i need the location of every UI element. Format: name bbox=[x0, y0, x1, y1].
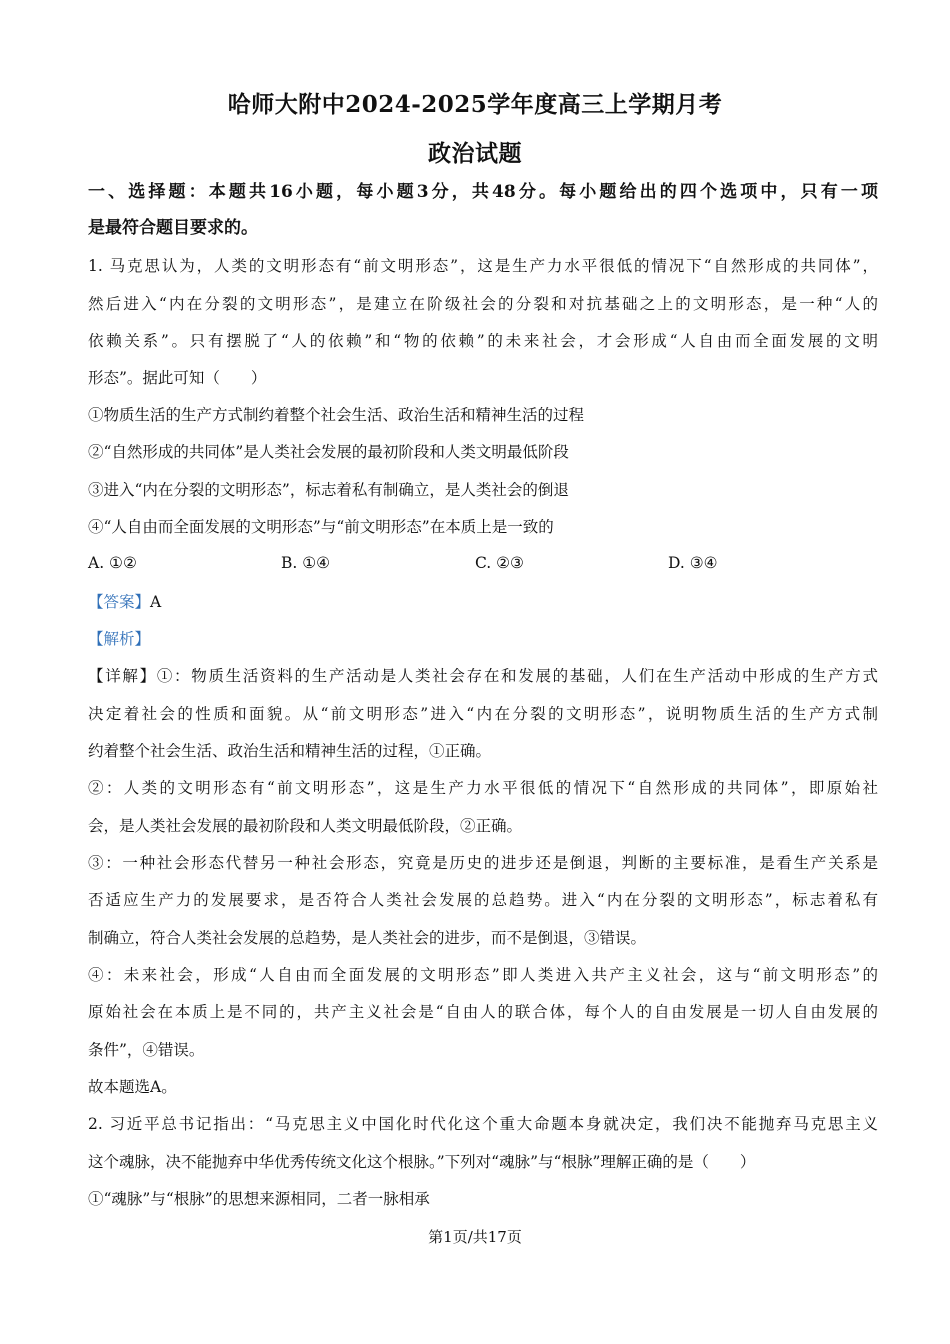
q1-detail-line: 制确立，符合人类社会发展的总趋势，是人类社会的进步，而不是倒退，③错误。 bbox=[88, 929, 647, 947]
q1-detail-line: 否适应生产力的发展要求，是否符合人类社会发展的总趋势。进入“内在分裂的文明形态”，标志着私有 bbox=[88, 891, 878, 909]
q1-stem-line: 依赖关系”。只有摆脱了“人的依赖”和“物的依赖”的未来社会，才会形成“人自由而全面发展的文明 bbox=[88, 332, 878, 350]
q1-detail-line: 约着整个社会生活、政治生活和精神生活的过程，①正确。 bbox=[88, 742, 492, 760]
q1-detail-line: 原始社会在本质上是不同的，共产主义社会是“自由人的联合体，每个人的自由发展是一切人自由发展的 bbox=[88, 1003, 878, 1021]
q1-detail-line: ④：未来社会，形成“人自由而全面发展的文明形态”即人类进入共产主义社会，这与“前文明形态”的 bbox=[88, 966, 878, 984]
detail-text: ①：物质生活资料的生产活动是人类社会存在和发展的基础，人们在生产活动中形成的生产方式 bbox=[156, 667, 878, 685]
q1-detail-line: ②：人类的文明形态有“前文明形态”，这是生产力水平很低的情况下“自然形成的共同体”，即原始社 bbox=[88, 779, 878, 797]
q1-option-d: D. ③④ bbox=[668, 554, 718, 572]
exam-title: 哈师大附中2024-2025学年度高三上学期月考 bbox=[227, 91, 723, 118]
section-instruction-line-1: 一、选择题：本题共16小题，每小题3分，共48分。每小题给出的四个选项中，只有一项 bbox=[88, 182, 878, 202]
q1-item: ④“人自由而全面发展的文明形态”与“前文明形态”在本质上是一致的 bbox=[88, 518, 554, 536]
answer-tag: 【答案】 bbox=[88, 593, 151, 611]
exam-subject: 政治试题 bbox=[428, 140, 522, 167]
q2-item: ①“魂脉”与“根脉”的思想来源相同，二者一脉相承 bbox=[88, 1190, 430, 1208]
q1-stem-line: 1. 马克思认为，人类的文明形态有“前文明形态”，这是生产力水平很低的情况下“自然形成的共同体”， bbox=[88, 257, 878, 275]
q1-option-c: C. ②③ bbox=[475, 554, 524, 572]
section-instruction-line-2: 是最符合题目要求的。 bbox=[88, 218, 258, 238]
q1-stem-line: 然后进入“内在分裂的文明形态”，是建立在阶级社会的分裂和对抗基础之上的文明形态，是一种“人的 bbox=[88, 295, 878, 313]
q1-conclusion: 故本题选A。 bbox=[88, 1078, 177, 1096]
q2-stem-line: 2. 习近平总书记指出：“马克思主义中国化时代化这个重大命题本身就决定，我们决不能抛弃马克思主义 bbox=[88, 1115, 878, 1133]
q2-stem-line: 这个魂脉，决不能抛弃中华优秀传统文化这个根脉。”下列对“魂脉”与“根脉”理解正确的是（ ） bbox=[88, 1153, 756, 1171]
q1-item: ③进入“内在分裂的文明形态”，标志着私有制确立，是人类社会的倒退 bbox=[88, 481, 569, 499]
analysis-tag: 【解析】 bbox=[88, 630, 151, 648]
q1-option-a: A. ①② bbox=[88, 554, 137, 572]
q1-detail-line bbox=[88, 666, 878, 686]
q1-answer-row bbox=[88, 592, 878, 612]
q1-detail-line: 决定着社会的性质和面貌。从“前文明形态”进入“内在分裂的文明形态”，说明物质生活的生产方式制 bbox=[88, 705, 878, 723]
q1-detail-line: 条件”，④错误。 bbox=[88, 1041, 205, 1059]
q1-item: ②“自然形成的共同体”是人类社会发展的最初阶段和人类文明最低阶段 bbox=[88, 443, 569, 461]
detail-tag: 【详解】 bbox=[88, 667, 157, 685]
answer-value: A bbox=[150, 593, 162, 611]
q1-detail-line: ③：一种社会形态代替另一种社会形态，究竟是历史的进步还是倒退，判断的主要标准，是看生产关系是 bbox=[88, 854, 878, 872]
q1-option-b: B. ①④ bbox=[281, 554, 331, 572]
q1-stem-line: 形态”。据此可知（ ） bbox=[88, 369, 267, 387]
page-number: 第1页/共17页 bbox=[428, 1228, 522, 1246]
q1-item: ①物质生活的生产方式制约着整个社会生活、政治生活和精神生活的过程 bbox=[88, 406, 585, 424]
q1-detail-line: 会，是人类社会发展的最初阶段和人类文明最低阶段，②正确。 bbox=[88, 817, 523, 835]
